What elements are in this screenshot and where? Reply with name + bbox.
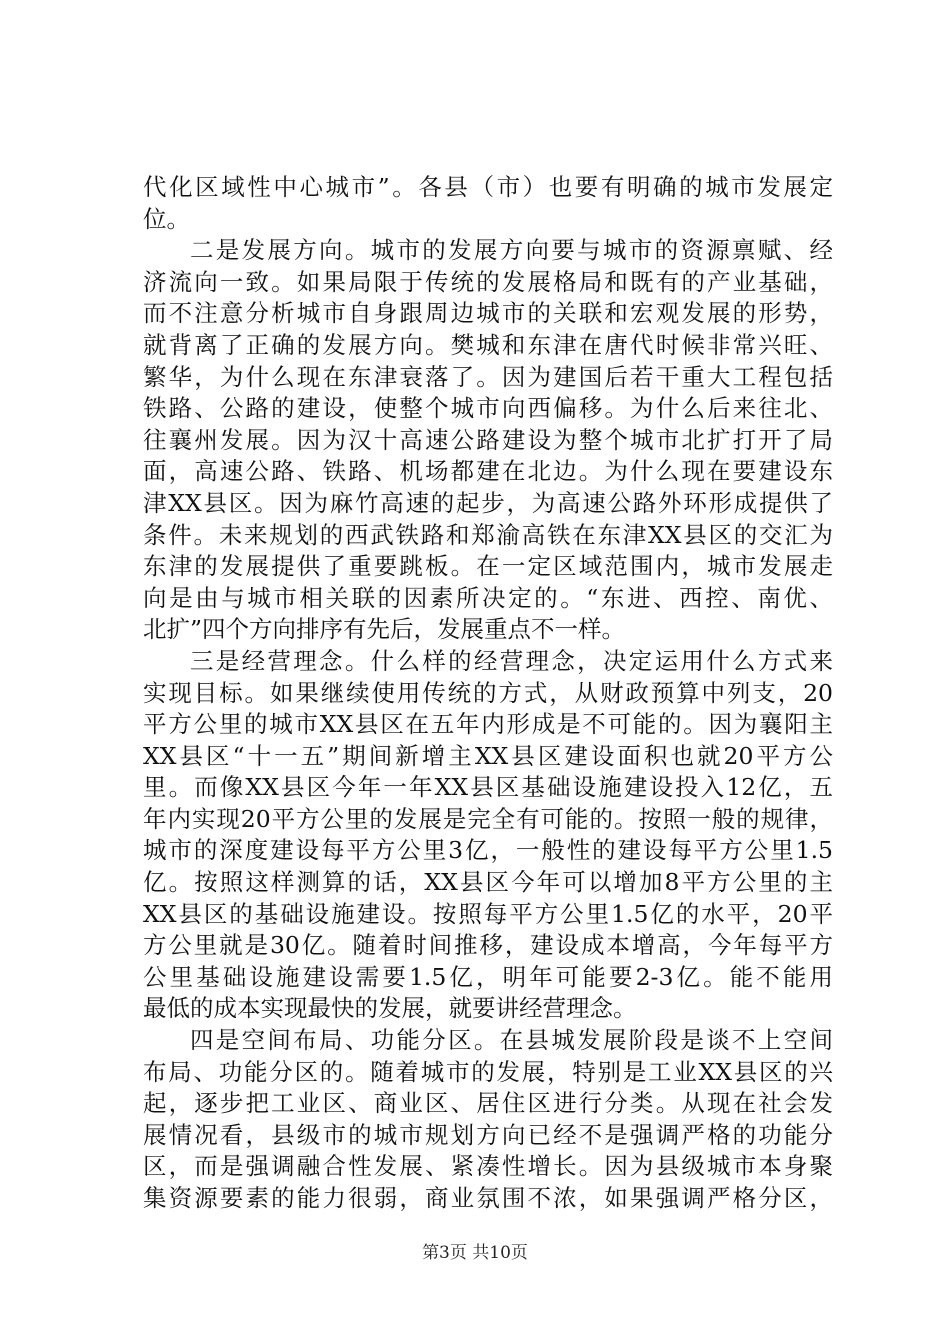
text-line: 位。 <box>143 204 190 233</box>
text-line: 区，而是强调融合性发展、紧凑性增长。因为县级城市本身聚 <box>143 1152 833 1181</box>
text-line: 向是由与城市相关联的因素所决定的。“东进、西控、南优、 <box>143 583 833 612</box>
body-text <box>143 172 833 1215</box>
text-line: 津XX县区。因为麻竹高速的起步，为高速公路外环形成提供了 <box>143 488 833 517</box>
text-line: 条件。未来规划的西武铁路和郑渝高铁在东津XX县区的交汇为 <box>143 520 833 549</box>
text-line: 展情况看，县级市的城市规划方向已经不是强调严格的功能分 <box>143 1120 833 1149</box>
text-line: 北扩”四个方向排序有先后，发展重点不一样。 <box>143 615 626 644</box>
text-line: 方公里就是30亿。随着时间推移，建设成本增高，今年每平方 <box>143 931 833 960</box>
text-line: 布局、功能分区的。随着城市的发展，特别是工业XX县区的兴 <box>143 1057 833 1086</box>
text-line: 集资源要素的能力很弱，商业氛围不浓，如果强调严格分区， <box>143 1184 833 1212</box>
text-line: 代化区域性中心城市”。各县（市）也要有明确的城市发展定 <box>143 173 833 201</box>
text-line: 年内实现20平方公里的发展是完全有可能的。按照一般的规律， <box>143 804 833 833</box>
text-line: 繁华，为什么现在东津衰落了。因为建国后若干重大工程包括 <box>143 362 833 391</box>
text-line: 公里基础设施建设需要1.5亿，明年可能要2-3亿。能不能用 <box>143 962 833 991</box>
text-line: 起，逐步把工业区、商业区、居住区进行分类。从现在社会发 <box>143 1089 833 1118</box>
text-line: 城市的深度建设每平方公里3亿，一般性的建设每平方公里1.5 <box>143 836 833 865</box>
text-line: XX县区“十一五”期间新增主XX县区建设面积也就20平方公 <box>143 741 833 770</box>
text-line: 东津的发展提供了重要跳板。在一定区域范围内，城市发展走 <box>143 552 833 581</box>
text-line: 而不注意分析城市自身跟周边城市的关联和宏观发展的形势， <box>143 299 833 328</box>
text-line: 四是空间布局、功能分区。在县城发展阶段是谈不上空间 <box>190 1026 833 1055</box>
text-line: 二是发展方向。城市的发展方向要与城市的资源禀赋、经 <box>190 236 833 265</box>
text-line: 就背离了正确的发展方向。樊城和东津在唐代时候非常兴旺、 <box>143 330 833 359</box>
text-line: 面，高速公路、铁路、机场都建在北边。为什么现在要建设东 <box>143 457 833 486</box>
text-line: 里。而像XX县区今年一年XX县区基础设施建设投入12亿，五 <box>143 773 833 802</box>
text-line: 往襄州发展。因为汉十高速公路建设为整个城市北扩打开了局 <box>143 425 833 454</box>
page-footer: 第3页 共10页 <box>422 1243 528 1263</box>
text-line: 平方公里的城市XX县区在五年内形成是不可能的。因为襄阳主 <box>143 710 833 739</box>
text-line: 亿。按照这样测算的话，XX县区今年可以增加8平方公里的主 <box>143 868 833 897</box>
text-line: 最低的成本实现最快的发展，就要讲经营理念。 <box>143 994 637 1023</box>
text-line: 铁路、公路的建设，使整个城市向西偏移。为什么后来往北、 <box>143 394 833 423</box>
text-line: 实现目标。如果继续使用传统的方式，从财政预算中列支，20 <box>143 678 833 707</box>
text-line: XX县区的基础设施建设。按照每平方公里1.5亿的水平，20平 <box>143 899 833 928</box>
text-line: 济流向一致。如果局限于传统的发展格局和既有的产业基础， <box>143 267 833 296</box>
text-line: 三是经营理念。什么样的经营理念，决定运用什么方式来 <box>190 646 833 675</box>
